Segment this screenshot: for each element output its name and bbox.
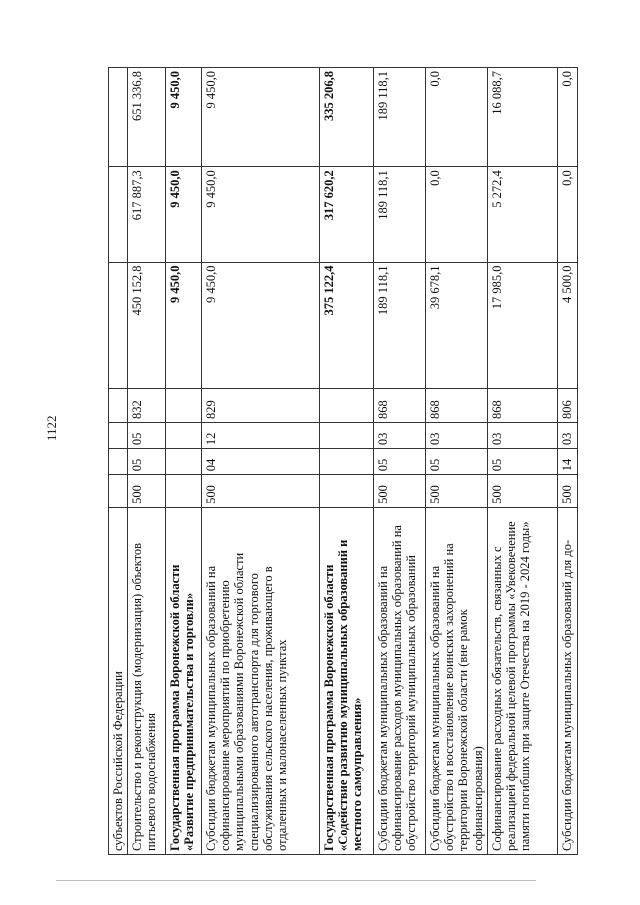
table-row bbox=[202, 68, 320, 855]
row-section: 05 bbox=[487, 449, 557, 475]
row-subsection: 03 bbox=[426, 423, 488, 449]
row-expense-type: 806 bbox=[557, 389, 577, 423]
row-expense-type: 868 bbox=[487, 389, 557, 423]
row-grbs: 500 bbox=[557, 475, 577, 508]
row-amount-year1: 9 450,0 bbox=[166, 262, 202, 389]
table-row bbox=[557, 68, 577, 855]
rotated-table-container bbox=[108, 67, 620, 855]
row-grbs: 500 bbox=[202, 475, 320, 508]
row-subsection bbox=[320, 423, 374, 449]
row-section: 04 bbox=[202, 449, 320, 475]
row-section: 05 bbox=[426, 449, 488, 475]
row-grbs bbox=[320, 475, 374, 508]
row-subsection bbox=[166, 423, 202, 449]
row-amount-year3: 651 336,8 bbox=[128, 68, 166, 167]
row-expense-type bbox=[166, 389, 202, 423]
table-row bbox=[128, 68, 166, 855]
row-section: 05 bbox=[128, 449, 166, 475]
table-row bbox=[166, 68, 202, 855]
row-name: Софинансирование расходных обязательств, связанных с реализацией федеральной целевой программы «Увековечение памяти погибших при защите Отечества на 2019 - 2024 годы» bbox=[487, 507, 557, 854]
table-row bbox=[426, 68, 488, 855]
row-name: Субсидии бюджетам муниципальных образований на софинансирование мероприятий по приобретению муниципальными образованиями Воронежской области специализированного автотранспорта для торгового обслуживания сельского населения, проживающего в отдаленных и малонаселенных пунктах bbox=[202, 507, 320, 854]
row-amount-year2: 5 272,4 bbox=[487, 167, 557, 262]
row-subsection: 12 bbox=[202, 423, 320, 449]
row-amount-year3: 16 088,7 bbox=[487, 68, 557, 167]
row-amount-year2: 617 887,3 bbox=[128, 167, 166, 262]
row-amount-year2: 9 450,0 bbox=[202, 167, 320, 262]
row-subsection: 03 bbox=[487, 423, 557, 449]
row-grbs bbox=[109, 475, 128, 508]
row-name: Государственная программа Воронежской области «Содействие развитию муниципальных образований и местного самоуправления» bbox=[320, 507, 374, 854]
row-grbs bbox=[166, 475, 202, 508]
row-amount-year3: 189 118,1 bbox=[374, 68, 426, 167]
row-amount-year1: 450 152,8 bbox=[128, 262, 166, 389]
row-amount-year2: 317 620,2 bbox=[320, 167, 374, 262]
row-subsection bbox=[109, 423, 128, 449]
row-subsection: 05 bbox=[128, 423, 166, 449]
row-amount-year1: 189 118,1 bbox=[374, 262, 426, 389]
row-name: субъектов Российской Федерации bbox=[109, 507, 128, 854]
row-amount-year3: 9 450,0 bbox=[166, 68, 202, 167]
table-row bbox=[374, 68, 426, 855]
row-amount-year2: 189 118,1 bbox=[374, 167, 426, 262]
row-amount-year3: 335 206,8 bbox=[320, 68, 374, 167]
row-name: Субсидии бюджетам муниципальных образований для до- bbox=[557, 507, 577, 854]
row-amount-year2: 0,0 bbox=[426, 167, 488, 262]
row-grbs: 500 bbox=[426, 475, 488, 508]
row-amount-year1: 4 500,0 bbox=[557, 262, 577, 389]
row-amount-year1: 17 985,0 bbox=[487, 262, 557, 389]
table-row bbox=[109, 68, 128, 855]
table-row bbox=[320, 68, 374, 855]
row-name: Государственная программа Воронежской области «Развитие предпринимательства и торговли» bbox=[166, 507, 202, 854]
row-amount-year3: 9 450,0 bbox=[202, 68, 320, 167]
row-expense-type: 829 bbox=[202, 389, 320, 423]
row-expense-type bbox=[320, 389, 374, 423]
row-section bbox=[109, 449, 128, 475]
row-expense-type bbox=[109, 389, 128, 423]
row-amount-year3 bbox=[109, 68, 128, 167]
table-row bbox=[487, 68, 557, 855]
row-name: Субсидии бюджетам муниципальных образований на софинансирование расходов муниципальных образований на обустройство территорий муниципальных образований bbox=[374, 507, 426, 854]
row-section: 14 bbox=[557, 449, 577, 475]
budget-table bbox=[108, 67, 578, 855]
row-section: 05 bbox=[374, 449, 426, 475]
row-name: Субсидии бюджетам муниципальных образований на обустройство и восстановление воинских захоронений на территории Воронежской области (вне рамок софинансирования) bbox=[426, 507, 488, 854]
row-amount-year1: 375 122,4 bbox=[320, 262, 374, 389]
row-amount-year1 bbox=[109, 262, 128, 389]
row-expense-type: 868 bbox=[426, 389, 488, 423]
row-amount-year1: 39 678,1 bbox=[426, 262, 488, 389]
row-subsection: 03 bbox=[557, 423, 577, 449]
row-grbs: 500 bbox=[374, 475, 426, 508]
row-grbs: 500 bbox=[128, 475, 166, 508]
row-section bbox=[166, 449, 202, 475]
bottom-rule bbox=[56, 880, 536, 881]
page-number: 1122 bbox=[44, 415, 59, 441]
row-subsection: 03 bbox=[374, 423, 426, 449]
row-amount-year2: 9 450,0 bbox=[166, 167, 202, 262]
row-name: Строительство и реконструкция (модернизация) объектов питьевого водоснабжения bbox=[128, 507, 166, 854]
row-expense-type: 832 bbox=[128, 389, 166, 423]
row-amount-year2: 0,0 bbox=[557, 167, 577, 262]
table-body bbox=[109, 68, 578, 855]
row-section bbox=[320, 449, 374, 475]
row-amount-year2 bbox=[109, 167, 128, 262]
row-expense-type: 868 bbox=[374, 389, 426, 423]
row-amount-year3: 0,0 bbox=[557, 68, 577, 167]
row-grbs: 500 bbox=[487, 475, 557, 508]
row-amount-year3: 0,0 bbox=[426, 68, 488, 167]
row-amount-year1: 9 450,0 bbox=[202, 262, 320, 389]
